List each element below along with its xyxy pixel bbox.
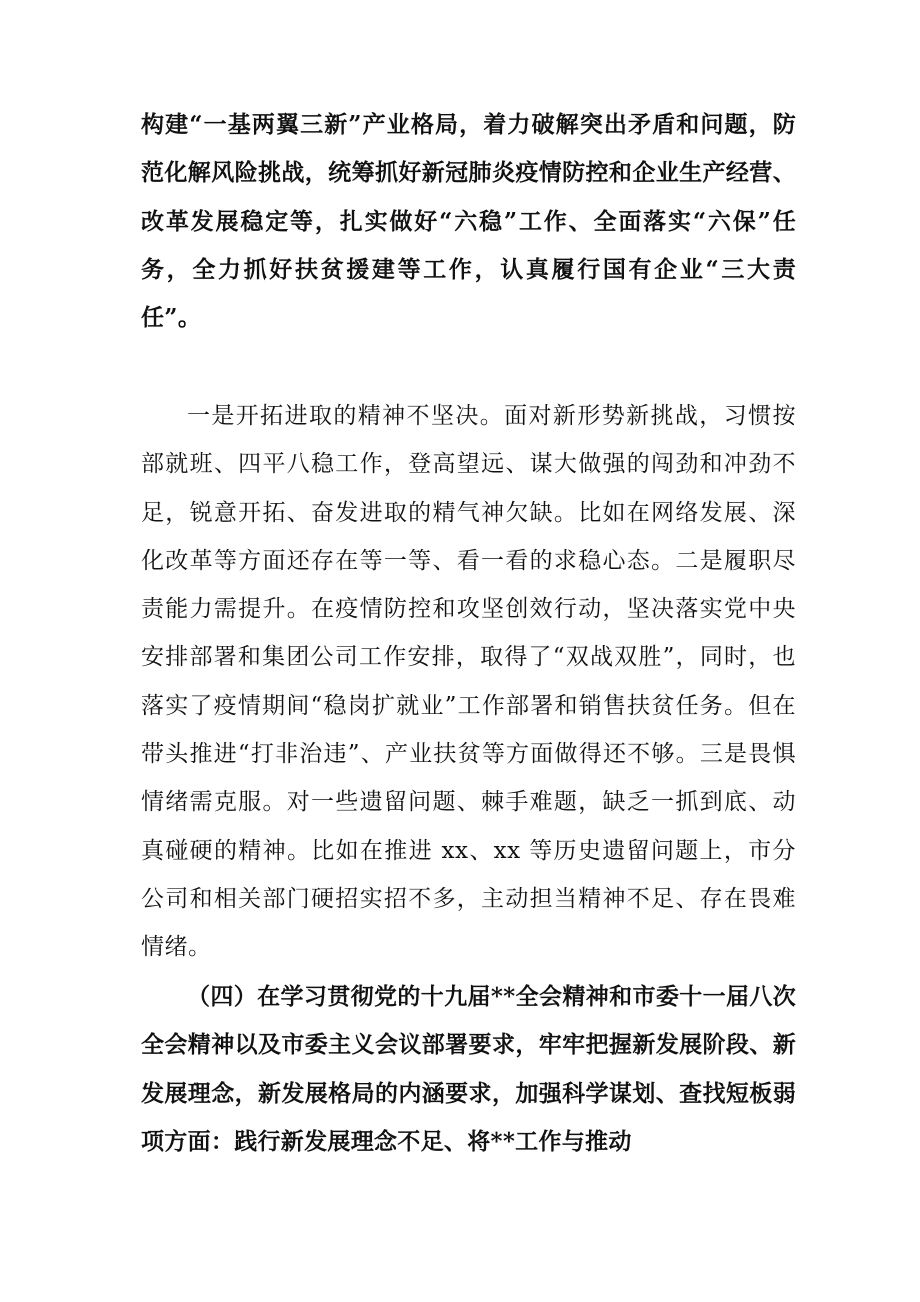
paragraph-section-four-heading: （四）在学习贯彻党的十九届**全会精神和市委十一届八次全会精神以及市委主义会议部署要求，牢牢把握新发展阶段、新发展理念，新发展格局的内涵要求，加强科学谋划、查找短板弱项方面：践行新发展理念不足、将**工作与推动 bbox=[141, 983, 796, 1155]
paragraph-problems-list: 一是开拓进取的精神不坚决。面对新形势新挑战，习惯按部就班、四平八稳工作，登高望远、谋大做强的闯劲和冲劲不足，锐意开拓、奋发进取的精气神欠缺。比如在网络发展、深化改革等方面还存在等一等、看一看的求稳心态。二是履职尽责能力需提升。在疫情防控和攻坚创效行动，坚决落实党中央安排部署和集团公司工作安排，取得了“双战双胜”，同时，也落实了疫情期间“稳岗扩就业”工作部署和销售扶贫任务。但在带头推进“打非治违”、产业扶贫等方面做得还不够。三是畏惧情绪需克服。对一些遗留问题、棘手难题，缺乏一抓到底、动真碰硬的精神。比如在推进 xx、xx 等历史遗留问题上，市分公司和相关部门硬招实招不多，主动担当精神不足、存在畏难情绪。 bbox=[141, 403, 796, 961]
paragraph-responsibilities: 构建“一基两翼三新”产业格局，着力破解突出矛盾和问题，防范化解风险挑战，统筹抓好新冠肺炎疫情防控和企业生产经营、改革发展稳定等，扎实做好“六稳”工作、全面落实“六保”任务，全力抓好扶贫援建等工作，认真履行国有企业“三大责任”。 bbox=[141, 111, 796, 332]
